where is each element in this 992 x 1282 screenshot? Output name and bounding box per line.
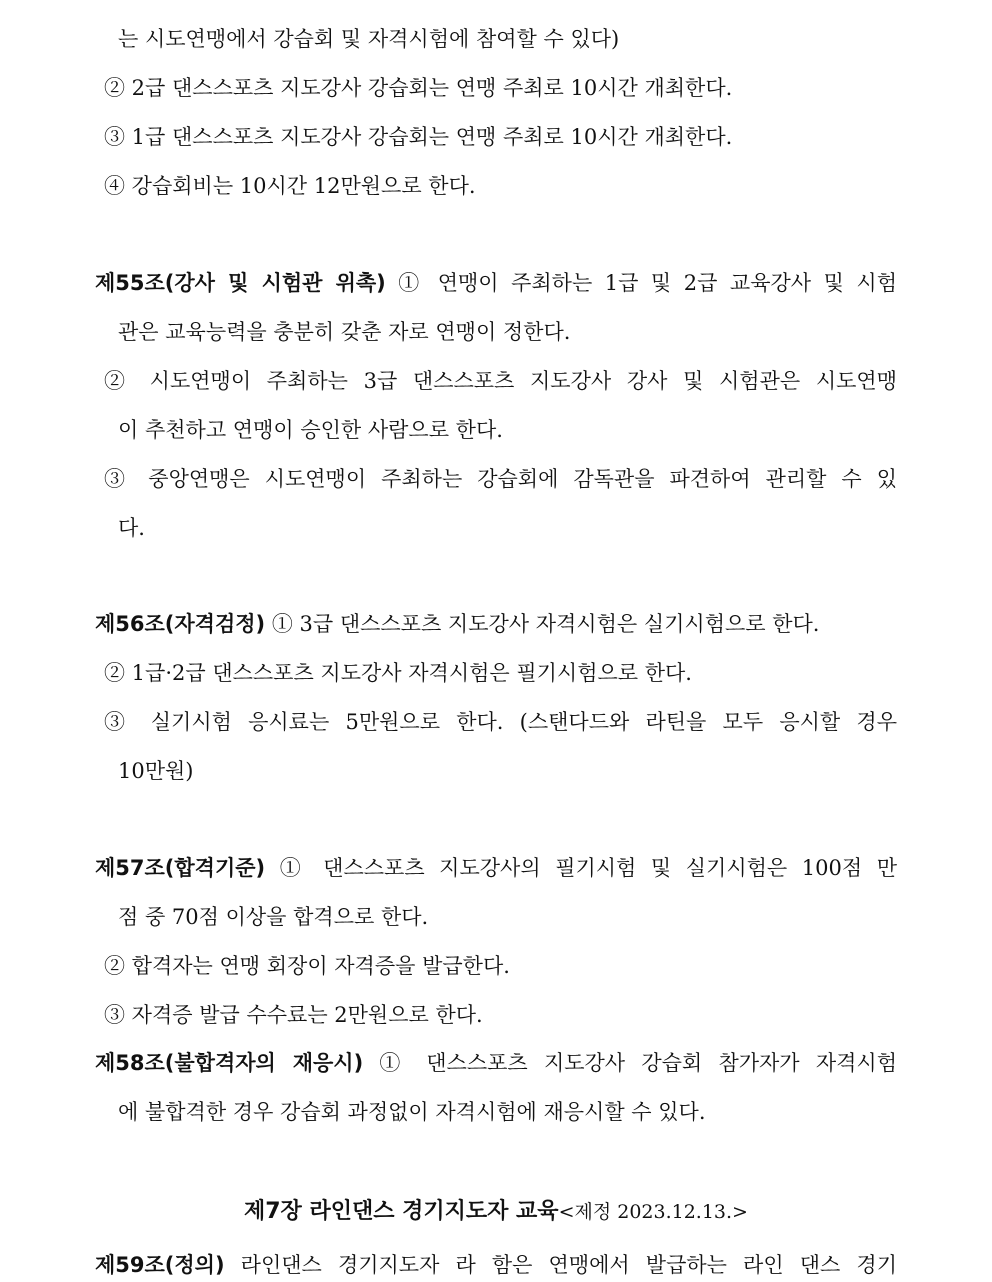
art59-text: 라인댄스 경기지도자 라 함은 연맹에서 발급하는 라인 댄스 경기 (224, 1253, 897, 1277)
art55-title: 제55조(강사 및 시험관 위촉) (95, 271, 386, 295)
art57-line-2: 점 중 70점 이상을 합격으로 한다. (118, 905, 429, 929)
art57-first-line (95, 851, 897, 885)
art59-title: 제59조(정의) (95, 1253, 225, 1277)
art55-clause-3-cont: 다. (118, 516, 145, 540)
art58-title: 제58조(불합격자의 재응시) (95, 1051, 364, 1075)
art56-first-line (95, 607, 897, 641)
art58-clause-1: ① 댄스스포츠 지도강사 강습회 참가자가 자격시험 (363, 1051, 897, 1075)
art56-clause-1: ① 3급 댄스스포츠 지도강사 자격시험은 실기시험으로 한다. (265, 612, 820, 636)
art58-line-2: 에 불합격한 경우 강습회 과정없이 자격시험에 재응시할 수 있다. (118, 1100, 706, 1124)
art59-first-line (95, 1248, 897, 1282)
chapter-7-title: 제7장 라인댄스 경기지도자 교육 (244, 1199, 559, 1224)
chapter-7-heading (0, 1193, 992, 1229)
art54-continuation-line: 는 시도연맹에서 강습회 및 자격시험에 참여할 수 있다) (118, 27, 620, 51)
art56-title: 제56조(자격검정) (95, 612, 266, 636)
art56-clause-3-cont: 10만원) (118, 759, 194, 783)
art55-clause-1: ① 연맹이 주최하는 1급 및 2급 교육강사 및 시험 (385, 271, 897, 295)
art57-clause-1: ① 댄스스포츠 지도강사의 필기시험 및 실기시험은 100점 만 (265, 856, 897, 880)
art57-clause-2: ② 합격자는 연맹 회장이 자격증을 발급한다. (104, 954, 510, 978)
art55-line-2: 관은 교육능력을 충분히 갖춘 자로 연맹이 정한다. (118, 320, 571, 344)
chapter-7-enactment-note: <제정 2023.12.13.> (558, 1201, 748, 1223)
art55-clause-2-cont: 이 추천하고 연맹이 승인한 사람으로 한다. (118, 418, 503, 442)
art54-item-3: ③ 1급 댄스스포츠 지도강사 강습회는 연맹 주최로 10시간 개최한다. (104, 125, 733, 149)
art54-item-2: ② 2급 댄스스포츠 지도강사 강습회는 연맹 주최로 10시간 개최한다. (104, 76, 733, 100)
art57-clause-3: ③ 자격증 발급 수수료는 2만원으로 한다. (104, 1003, 483, 1027)
art55-clause-3: ③ 중앙연맹은 시도연맹이 주최하는 강습회에 감독관을 파견하여 관리할 수 있 (104, 467, 897, 491)
art57-title: 제57조(합격기준) (95, 856, 266, 880)
art56-clause-3: ③ 실기시험 응시료는 5만원으로 한다. (스탠다드와 라틴을 모두 응시할 경우 (104, 710, 897, 734)
art56-clause-2: ② 1급·2급 댄스스포츠 지도강사 자격시험은 필기시험으로 한다. (104, 661, 692, 685)
art54-item-4: ④ 강습회비는 10시간 12만원으로 한다. (104, 174, 476, 198)
art55-first-line (95, 266, 897, 300)
art55-clause-2: ② 시도연맹이 주최하는 3급 댄스스포츠 지도강사 강사 및 시험관은 시도연맹 (104, 369, 897, 393)
art58-first-line (95, 1046, 897, 1080)
